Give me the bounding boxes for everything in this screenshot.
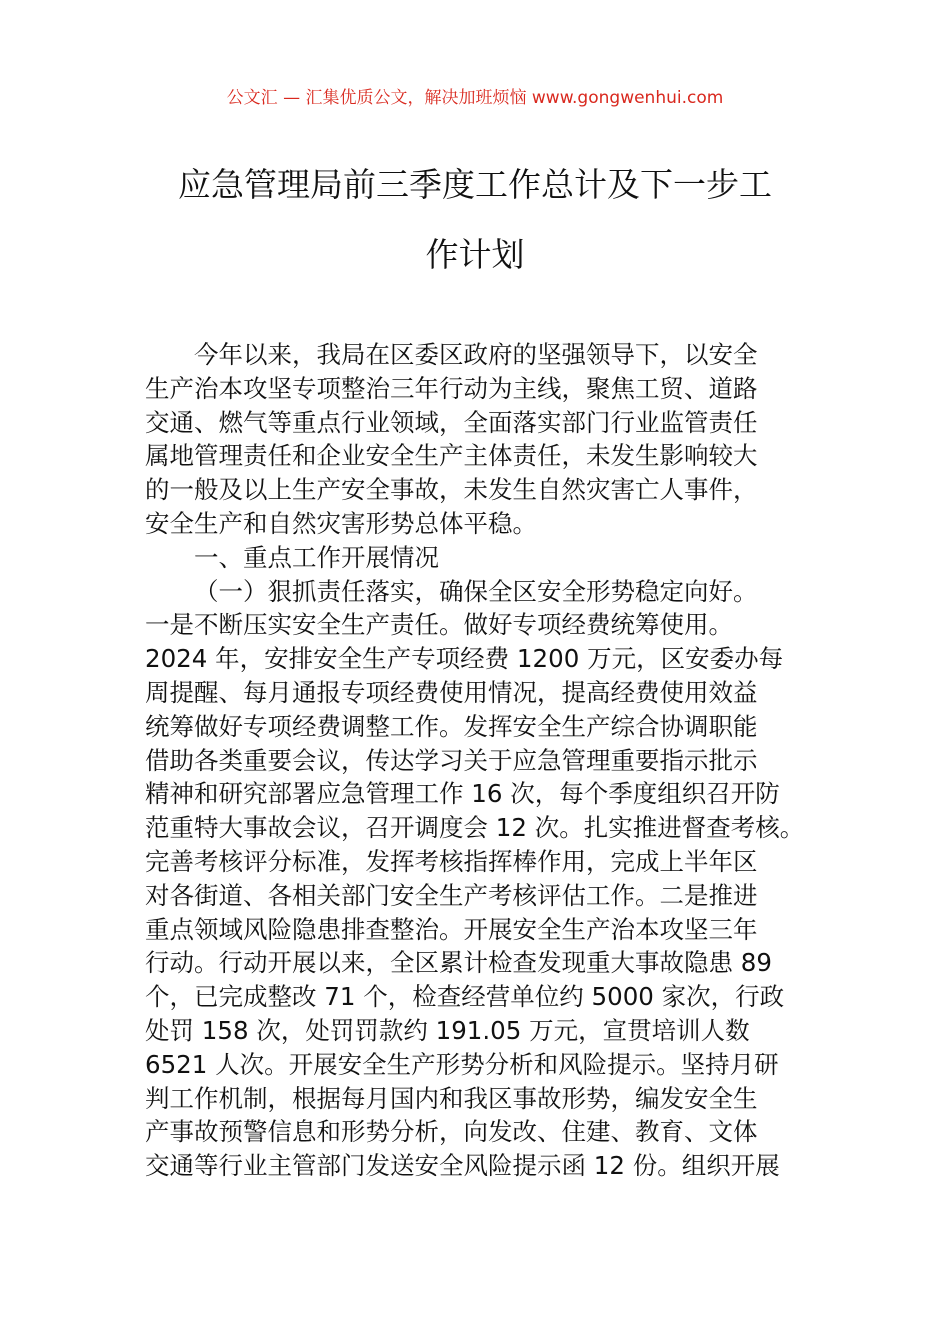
paragraph-line: 完善考核评分标准，发挥考核指挥棒作用，完成上半年区 xyxy=(145,846,758,876)
paragraph-line: 交通、燃气等重点行业领域，全面落实部门行业监管责任 xyxy=(145,407,758,437)
paragraph-line: 判工作机制，根据每月国内和我区事故形势，编发安全生 xyxy=(145,1083,758,1113)
paragraph-line: 安全生产和自然灾害形势总体平稳。 xyxy=(145,508,537,538)
paragraph-line: 产事故预警信息和形势分析，向发改、住建、教育、文体 xyxy=(145,1117,758,1147)
paragraph-line: 今年以来，我局在区委区政府的坚强领导下，以安全 xyxy=(194,340,758,369)
title-line-2: 作计划 xyxy=(425,235,525,274)
subsection-heading: （一）狠抓责任落实，确保全区安全形势稳定向好。 xyxy=(194,576,758,606)
header-banner: 公文汇 — 汇集优质公文，解决加班烦恼 www.gongwenhui.com xyxy=(226,88,724,108)
paragraph-line: 个，已完成整改 71 个，检查经营单位约 5000 家次，行政 xyxy=(145,982,785,1012)
paragraph-line: 周提醒、每月通报专项经费使用情况，提高经费使用效益 xyxy=(145,677,758,707)
paragraph-line: 属地管理责任和企业安全生产主体责任，未发生影响较大 xyxy=(145,441,758,471)
paragraph-line: 2024 年，安排安全生产专项经费 1200 万元，区安委办每 xyxy=(145,644,784,674)
title-line-1: 应急管理局前三季度工作总计及下一步工 xyxy=(178,165,772,204)
document-title xyxy=(145,150,805,290)
paragraph-line: 统筹做好专项经费调整工作。发挥安全生产综合协调职能 xyxy=(145,711,758,741)
paragraph-line: 行动。行动开展以来，全区累计检查发现重大事故隐患 89 xyxy=(145,948,772,978)
paragraph-line: 对各街道、各相关部门安全生产考核评估工作。二是推进 xyxy=(145,880,758,910)
paragraph-line: 一是不断压实安全生产责任。做好专项经费统筹使用。 xyxy=(145,610,733,640)
document-body xyxy=(145,338,810,1183)
section-heading: 一、重点工作开展情况 xyxy=(194,542,439,572)
paragraph-line: 生产治本攻坚专项整治三年行动为主线，聚焦工贸、道路 xyxy=(145,373,758,403)
paragraph-line: 处罚 158 次，处罚罚款约 191.05 万元，宣贯培训人数 xyxy=(145,1015,750,1045)
paragraph-line: 6521 人次。开展安全生产形势分析和风险提示。坚持月研 xyxy=(145,1049,779,1079)
paragraph-line: 借助各类重要会议，传达学习关于应急管理重要指示批示 xyxy=(145,745,758,775)
paragraph-line: 范重特大事故会议，召开调度会 12 次。扎实推进督查考核。 xyxy=(145,813,805,843)
paragraph-line: 的一般及以上生产安全事故，未发生自然灾害亡人事件， xyxy=(145,475,758,505)
paragraph-line: 交通等行业主管部门发送安全风险提示函 12 份。组织开展 xyxy=(145,1151,780,1181)
paragraph-line: 精神和研究部署应急管理工作 16 次，每个季度组织召开防 xyxy=(145,779,780,809)
paragraph-line: 重点领域风险隐患排查整治。开展安全生产治本攻坚三年 xyxy=(145,914,758,944)
